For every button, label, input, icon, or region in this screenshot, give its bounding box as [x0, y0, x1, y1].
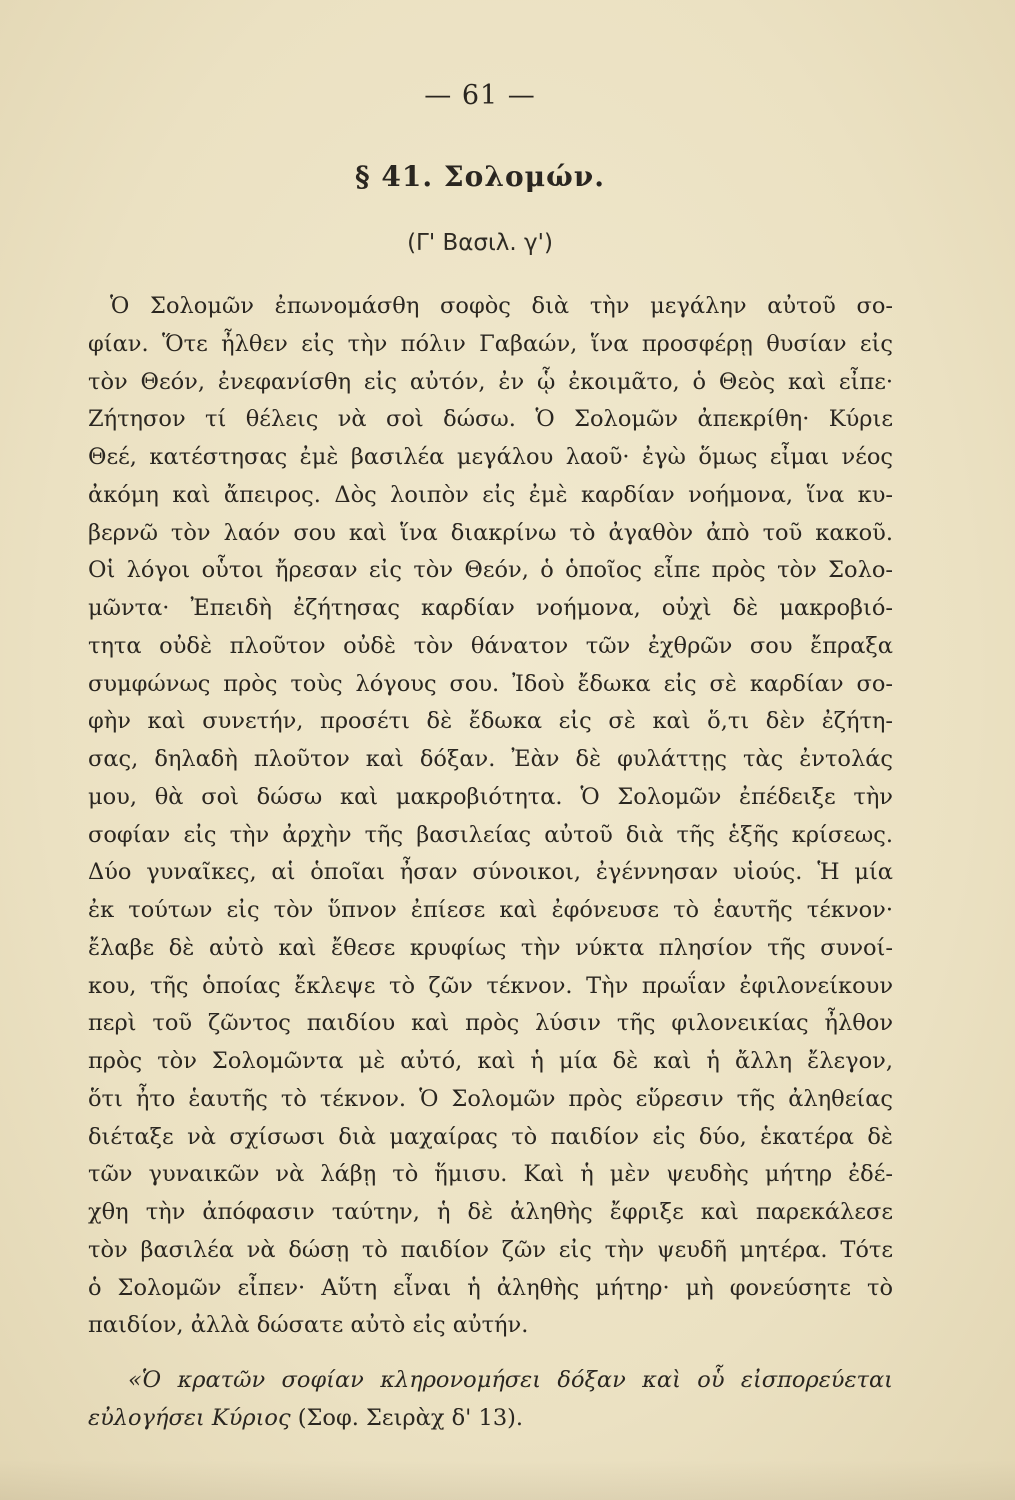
text-line: φὴν καὶ συνετήν, προσέτι δὲ ἔδωκα εἰς σὲ καὶ ὅ,τι δὲν ἐζήτη- [88, 708, 893, 735]
text-line: Οἱ λόγοι οὗτοι ἤρεσαν εἰς τὸν Θεόν, ὁ ὁποῖος εἶπε πρὸς τὸν Σολο- [88, 557, 893, 584]
text-line: σοφίαν εἰς τὴν ἀρχὴν τῆς βασιλείας αὐτοῦ διὰ τῆς ἑξῆς κρίσεως. [88, 821, 893, 848]
text-line: ἔλαβε δὲ αὐτὸ καὶ ἔθεσε κρυφίως τὴν νύκτα πλησίον τῆς συνοί- [88, 934, 893, 961]
text-line: Δύο γυναῖκες, αἱ ὁποῖαι ἦσαν σύνοικοι, ἐγέννησαν υἱούς. Ἡ μία [88, 859, 893, 886]
text-line: συμφώνως πρὸς τοὺς λόγους σου. Ἰδοὺ ἔδωκα εἰς σὲ καρδίαν σο- [88, 670, 893, 697]
page-shadow [0, 1460, 1015, 1500]
text-line: τητα οὐδὲ πλοῦτον οὐδὲ τὸν θάνατον τῶν ἐχθρῶν σου ἔπραξα [88, 632, 893, 659]
text-line: Θεέ, κατέστησας ἐμὲ βασιλέα μεγάλου λαοῦ· ἐγὼ ὅμως εἶμαι νέος [88, 444, 893, 470]
quote-line: «Ὁ κρατῶν σοφίαν κληρονομήσει δόξαν καὶ οὗ εἰσπορεύεται [128, 1367, 893, 1393]
text-line: περὶ τοῦ ζῶντος παιδίου καὶ πρὸς λύσιν τῆς φιλονεικίας ἦλθον [88, 1010, 893, 1037]
text-line: Ὁ Σολομῶν ἐπωνομάσθη σοφὸς διὰ τὴν μεγάλην αὐτοῦ σο- [110, 293, 893, 319]
text-line: ἀκόμη καὶ ἄπειρος. Δὸς λοιπὸν εἰς ἐμὲ καρδίαν νοήμονα, ἵνα κυ- [88, 481, 893, 508]
text-line: ἐκ τούτων εἰς τὸν ὕπνον ἐπίεσε καὶ ἐφόνευσε τὸ ἑαυτῆς τέκνον· [88, 897, 893, 923]
text-line: τῶν γυναικῶν νὰ λάβῃ τὸ ἥμισυ. Καὶ ἡ μὲν ψευδὴς μήτηρ ἐδέ- [88, 1161, 893, 1188]
text-line: μου, θὰ σοὶ δώσω καὶ μακροβιότητα. Ὁ Σολομῶν ἐπέδειξε τὴν [88, 783, 893, 810]
body-paragraph [88, 288, 893, 1345]
section-title: § 41. Σολομών. [355, 160, 605, 193]
text-line: διέταξε νὰ σχίσωσι διὰ μαχαίρας τὸ παιδίον εἰς δύο, ἑκατέρα δὲ [88, 1123, 893, 1150]
quote-line [88, 1400, 893, 1438]
scripture-reference: (Γ' Βασιλ. γ') [407, 230, 553, 256]
text-line: τὸν Θεόν, ἐνεφανίσθη εἰς αὐτόν, ἐν ᾧ ἐκοιμᾶτο, ὁ Θεὸς καὶ εἶπε· [88, 368, 893, 395]
text-line: βερνῶ τὸν λαόν σου καὶ ἵνα διακρίνω τὸ ἀγαθὸν ἀπὸ τοῦ κακοῦ. [88, 519, 893, 546]
text-line: φίαν. Ὅτε ἦλθεν εἰς τὴν πόλιν Γαβαών, ἵνα προσφέρῃ θυσίαν εἰς [88, 330, 893, 357]
text-line: χθη τὴν ἀπόφασιν ταύτην, ἡ δὲ ἀληθὴς ἔφριξε καὶ παρεκάλεσε [88, 1199, 893, 1225]
text-line: ὁ Σολομῶν εἶπεν· Αὕτη εἶναι ἡ ἀληθὴς μήτηρ· μὴ φονεύσητε τὸ [88, 1274, 893, 1301]
closing-quote [88, 1362, 893, 1438]
text-line: μῶντα· Ἐπειδὴ ἐζήτησας καρδίαν νοήμονα, οὐχὶ δὲ μακροβιό- [88, 595, 893, 621]
text-line: παιδίον, ἀλλὰ δώσατε αὐτὸ εἰς αὐτήν. [88, 1312, 529, 1339]
quote-italic-text: εὐλογήσει Κύριος [88, 1404, 291, 1431]
text-line: τὸν βασιλέα νὰ δώσῃ τὸ παιδίον ζῶν εἰς τὴν ψευδῆ μητέρα. Τότε [88, 1236, 893, 1263]
text-line: ὅτι ἦτο ἑαυτῆς τὸ τέκνον. Ὁ Σολομῶν πρὸς εὕρεσιν τῆς ἀληθείας [88, 1085, 893, 1112]
text-line: κου, τῆς ὁποίας ἔκλεψε τὸ ζῶν τέκνον. Τὴν πρωΐαν ἐφιλονείκουν [88, 972, 893, 999]
text-line: πρὸς τὸν Σολομῶντα μὲ αὐτό, καὶ ἡ μία δὲ καὶ ἡ ἄλλη ἔλεγον, [88, 1048, 893, 1074]
quote-source: (Σοφ. Σειρὰχ δ' 13). [290, 1404, 524, 1431]
text-line: Ζήτησον τί θέλεις νὰ σοὶ δώσω. Ὁ Σολομῶν ἀπεκρίθη· Κύριε [88, 406, 893, 433]
text-line: σας, δηλαδὴ πλοῦτον καὶ δόξαν. Ἐὰν δὲ φυλάττῃς τὰς ἐντολάς [88, 746, 893, 772]
page-number: — 61 — [424, 80, 536, 111]
